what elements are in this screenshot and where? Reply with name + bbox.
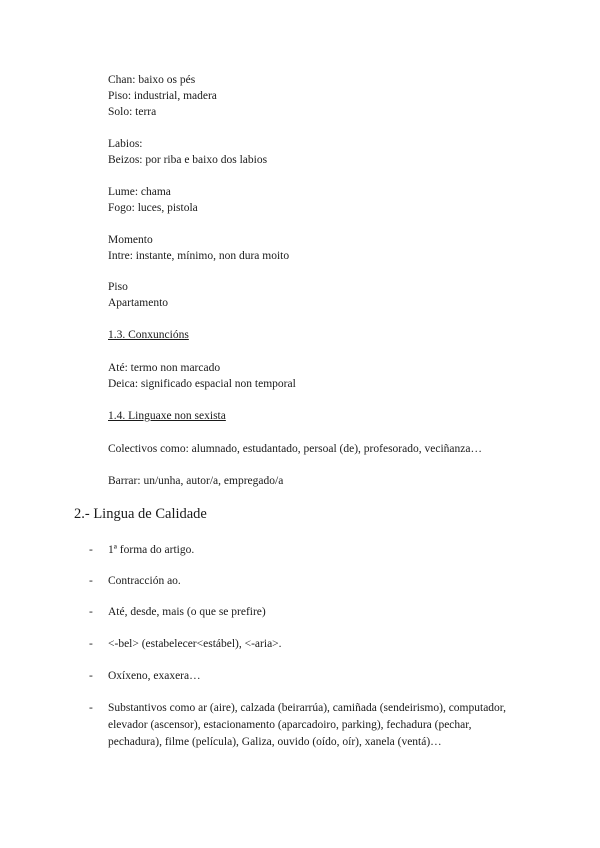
section-heading: 1.3. Conxuncións bbox=[108, 329, 189, 341]
list-item: Substantivos como ar (aire), calzada (beirarrúa), camiñada (sendeirismo), computador, elevador (ascensor), estacionamento (aparcadoiro, parking), fechadura (pechar, pechadura), filme (película), Galiza, ouvido (oído, oír), xanela (ventá)… bbox=[108, 702, 507, 748]
bullet-marker: - bbox=[89, 544, 93, 556]
text-line: Lume: chama bbox=[108, 186, 171, 198]
list-item: 1ª forma do artigo. bbox=[108, 544, 195, 556]
text-line: Solo: terra bbox=[108, 106, 157, 118]
text-line: Até: termo non marcado bbox=[108, 362, 221, 374]
text-line: Barrar: un/unha, autor/a, empregado/a bbox=[108, 475, 284, 487]
section-heading: 1.4. Linguaxe non sexista bbox=[108, 410, 226, 422]
bullet-marker: - bbox=[89, 670, 93, 682]
text-line: Piso bbox=[108, 281, 128, 293]
list-item: Até, desde, mais (o que se prefire) bbox=[108, 606, 266, 618]
text-line: Momento bbox=[108, 234, 153, 246]
text-line: Labios: bbox=[108, 138, 143, 150]
list-item: Oxíxeno, exaxera… bbox=[108, 670, 201, 682]
text-line: Colectivos como: alumnado, estudantado, persoal (de), profesorado, veciñanza… bbox=[108, 443, 482, 455]
bullet-marker: - bbox=[89, 702, 93, 714]
text-line: Apartamento bbox=[108, 297, 169, 309]
bullet-marker: - bbox=[89, 606, 93, 618]
text-line: Intre: instante, mínimo, non dura moito bbox=[108, 250, 290, 262]
list-item: <-bel> (estabelecer<estábel), <-aria>. bbox=[108, 638, 282, 650]
text-line: Chan: baixo os pés bbox=[108, 74, 196, 86]
text-line: Piso: industrial, madera bbox=[108, 90, 217, 102]
bullet-marker: - bbox=[89, 638, 93, 650]
bullet-marker: - bbox=[89, 575, 93, 587]
list-item: Contracción ao. bbox=[108, 575, 181, 587]
section-heading: 2.- Lingua de Calidade bbox=[74, 506, 207, 522]
text-line: Fogo: luces, pistola bbox=[108, 202, 198, 214]
text-line: Beizos: por riba e baixo dos labios bbox=[108, 154, 268, 166]
text-line: Deica: significado espacial non temporal bbox=[108, 378, 296, 390]
